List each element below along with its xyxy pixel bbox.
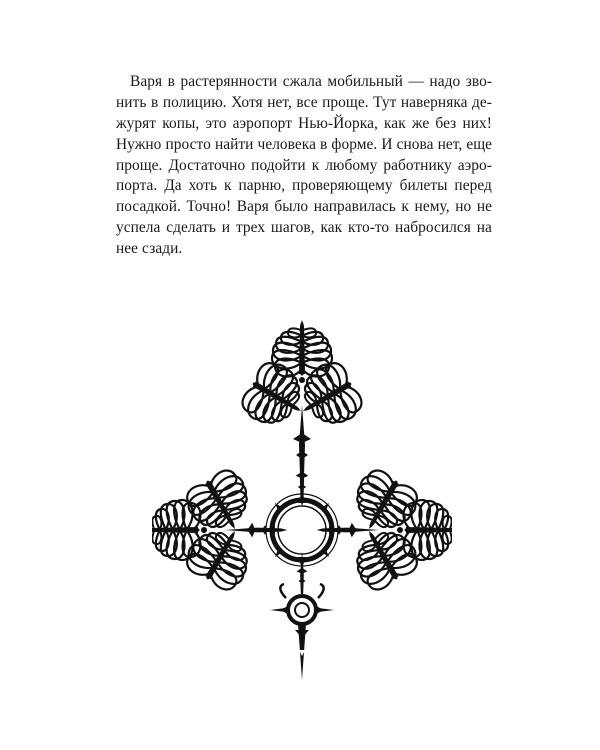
word: трех [235, 219, 266, 237]
word: сжала [282, 73, 322, 90]
word: Варя [236, 198, 269, 216]
word: нить [116, 93, 147, 111]
word: де- [472, 93, 492, 111]
word: еще [466, 135, 492, 153]
word: и [221, 219, 231, 237]
word: же [411, 114, 430, 132]
word: на [476, 219, 492, 237]
word: форме. [331, 135, 378, 153]
word: И [381, 135, 393, 153]
word: шагов, [270, 219, 315, 237]
word: к [401, 198, 409, 216]
word: это [205, 114, 227, 132]
word: полицию. [162, 93, 227, 111]
word: сделать [166, 219, 216, 237]
word: мобильный [327, 73, 403, 90]
word: подойти [251, 156, 306, 174]
text-line [116, 72, 492, 93]
word: проверяющему [292, 177, 393, 195]
text-line [116, 218, 492, 239]
word: как [320, 219, 343, 237]
word: аэропорт [232, 114, 293, 132]
word: в [320, 135, 328, 153]
ribcage-cross-ornament-icon [152, 320, 452, 700]
word: Достаточно [168, 156, 246, 174]
word: работнику [383, 156, 452, 174]
word: Точно! [186, 198, 232, 216]
word: Варя [130, 73, 163, 90]
word: хоть [188, 177, 218, 195]
word: в [167, 73, 175, 90]
paragraph [116, 72, 492, 260]
word: наверняка [400, 93, 468, 111]
word: снова [396, 135, 434, 153]
text-line [116, 176, 492, 197]
word: нет, [437, 135, 463, 153]
word: нему, [414, 198, 450, 216]
lower-dagger [270, 551, 334, 680]
word: найти [214, 135, 254, 153]
word: зво- [465, 73, 492, 90]
word: направилась [313, 198, 396, 216]
word: человека [257, 135, 316, 153]
word: растерянности [180, 73, 278, 90]
word: — [408, 73, 424, 90]
word: журят [116, 114, 157, 132]
word: Да [164, 177, 182, 195]
word: Хотя [231, 93, 263, 111]
word: любому [325, 156, 378, 174]
word: просто [165, 135, 211, 153]
word: парню, [238, 177, 286, 195]
text-line [116, 114, 492, 135]
word: набросился [395, 219, 471, 237]
text-line [116, 156, 492, 177]
word: копы, [162, 114, 200, 132]
word: порта. [116, 177, 158, 195]
text-line [116, 93, 492, 114]
word: Тут [373, 93, 397, 111]
text-line: нее сзади. [116, 240, 183, 258]
word: проще. [116, 156, 163, 174]
word: как [384, 114, 406, 132]
word: билеты [399, 177, 448, 195]
word: все [296, 93, 318, 111]
word: Нужно [116, 135, 162, 153]
word: к [311, 156, 320, 174]
word: не [476, 198, 492, 216]
word: надо [429, 73, 461, 90]
word: аэро- [457, 156, 492, 174]
word: успела [116, 219, 161, 237]
word: посадкой. [116, 198, 181, 216]
word: них! [462, 114, 492, 132]
word: в [150, 93, 159, 111]
word: к [224, 177, 232, 195]
word: кто-то [348, 219, 390, 237]
word: нет, [267, 93, 292, 111]
word: было [274, 198, 309, 216]
word: без [435, 114, 457, 132]
word: проще. [322, 93, 369, 111]
text-line [116, 135, 492, 156]
word: перед [454, 177, 492, 195]
word: но [455, 198, 472, 216]
word: Нью-Йорка, [298, 114, 378, 132]
text-line [116, 197, 492, 218]
